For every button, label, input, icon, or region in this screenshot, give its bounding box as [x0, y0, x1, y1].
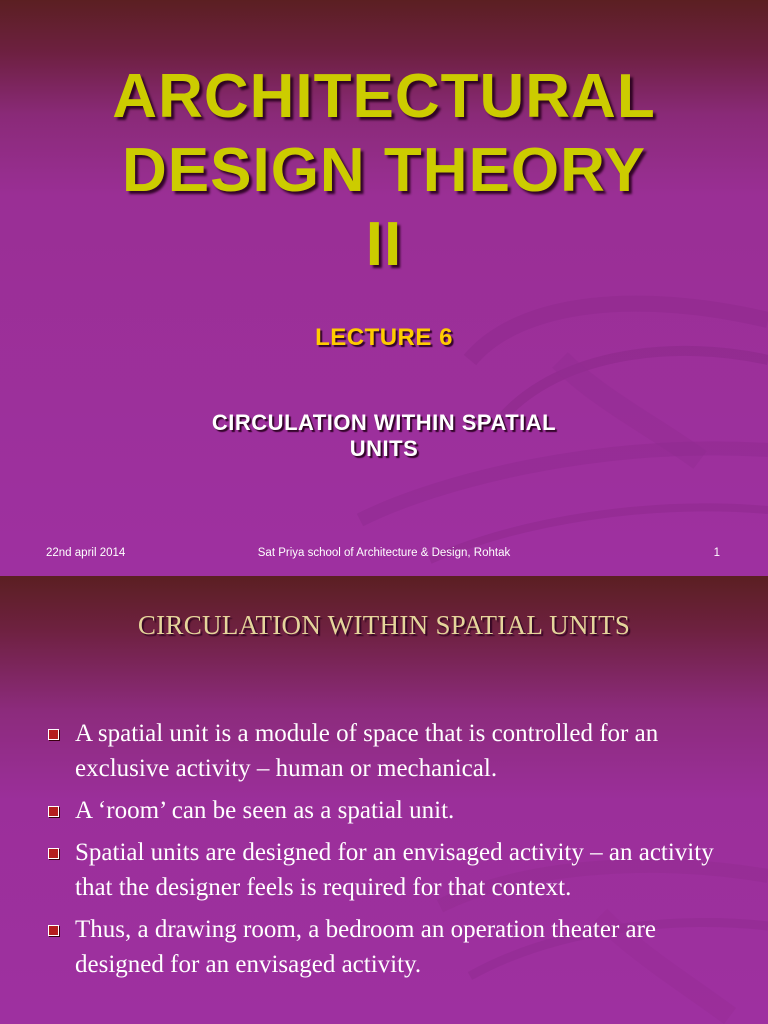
- bullet-text: Spatial units are designed for an envisaged activity – an activity that the designer feels is required for that context.: [75, 839, 714, 901]
- bullet-text: A ‘room’ can be seen as a spatial unit.: [75, 797, 455, 824]
- lecture-number: LECTURE 6: [315, 324, 453, 351]
- footer-institution: Sat Priya school of Architecture & Design, Rohtak: [257, 547, 511, 559]
- square-bullet-icon: [48, 806, 59, 817]
- subtitle-line: CIRCULATION WITHIN SPATIAL: [211, 410, 557, 435]
- content-slide: [0, 576, 768, 1024]
- title-line: II: [365, 210, 403, 279]
- lecture-subtitle: [0, 410, 768, 462]
- list-item: [48, 835, 738, 905]
- subtitle-line: UNITS: [349, 436, 419, 461]
- list-item: [48, 716, 738, 786]
- footer-page-number: 1: [713, 547, 720, 559]
- bullet-text: Thus, a drawing room, a bedroom an operation theater are designed for an envisaged activity.: [75, 916, 657, 978]
- presentation-title: [0, 60, 768, 282]
- list-item: [48, 912, 738, 982]
- square-bullet-icon: [48, 848, 59, 859]
- slide-title: CIRCULATION WITHIN SPATIAL UNITS: [137, 610, 631, 640]
- bullet-text: A spatial unit is a module of space that is controlled for an exclusive activity – human or mechanical.: [75, 720, 659, 782]
- square-bullet-icon: [48, 925, 59, 936]
- list-item: [48, 793, 738, 828]
- square-bullet-icon: [48, 729, 59, 740]
- title-line: ARCHITECTURAL: [112, 62, 656, 131]
- bullet-list: [48, 716, 738, 989]
- footer-date: 22nd april 2014: [46, 547, 126, 559]
- title-line: DESIGN THEORY: [122, 136, 646, 205]
